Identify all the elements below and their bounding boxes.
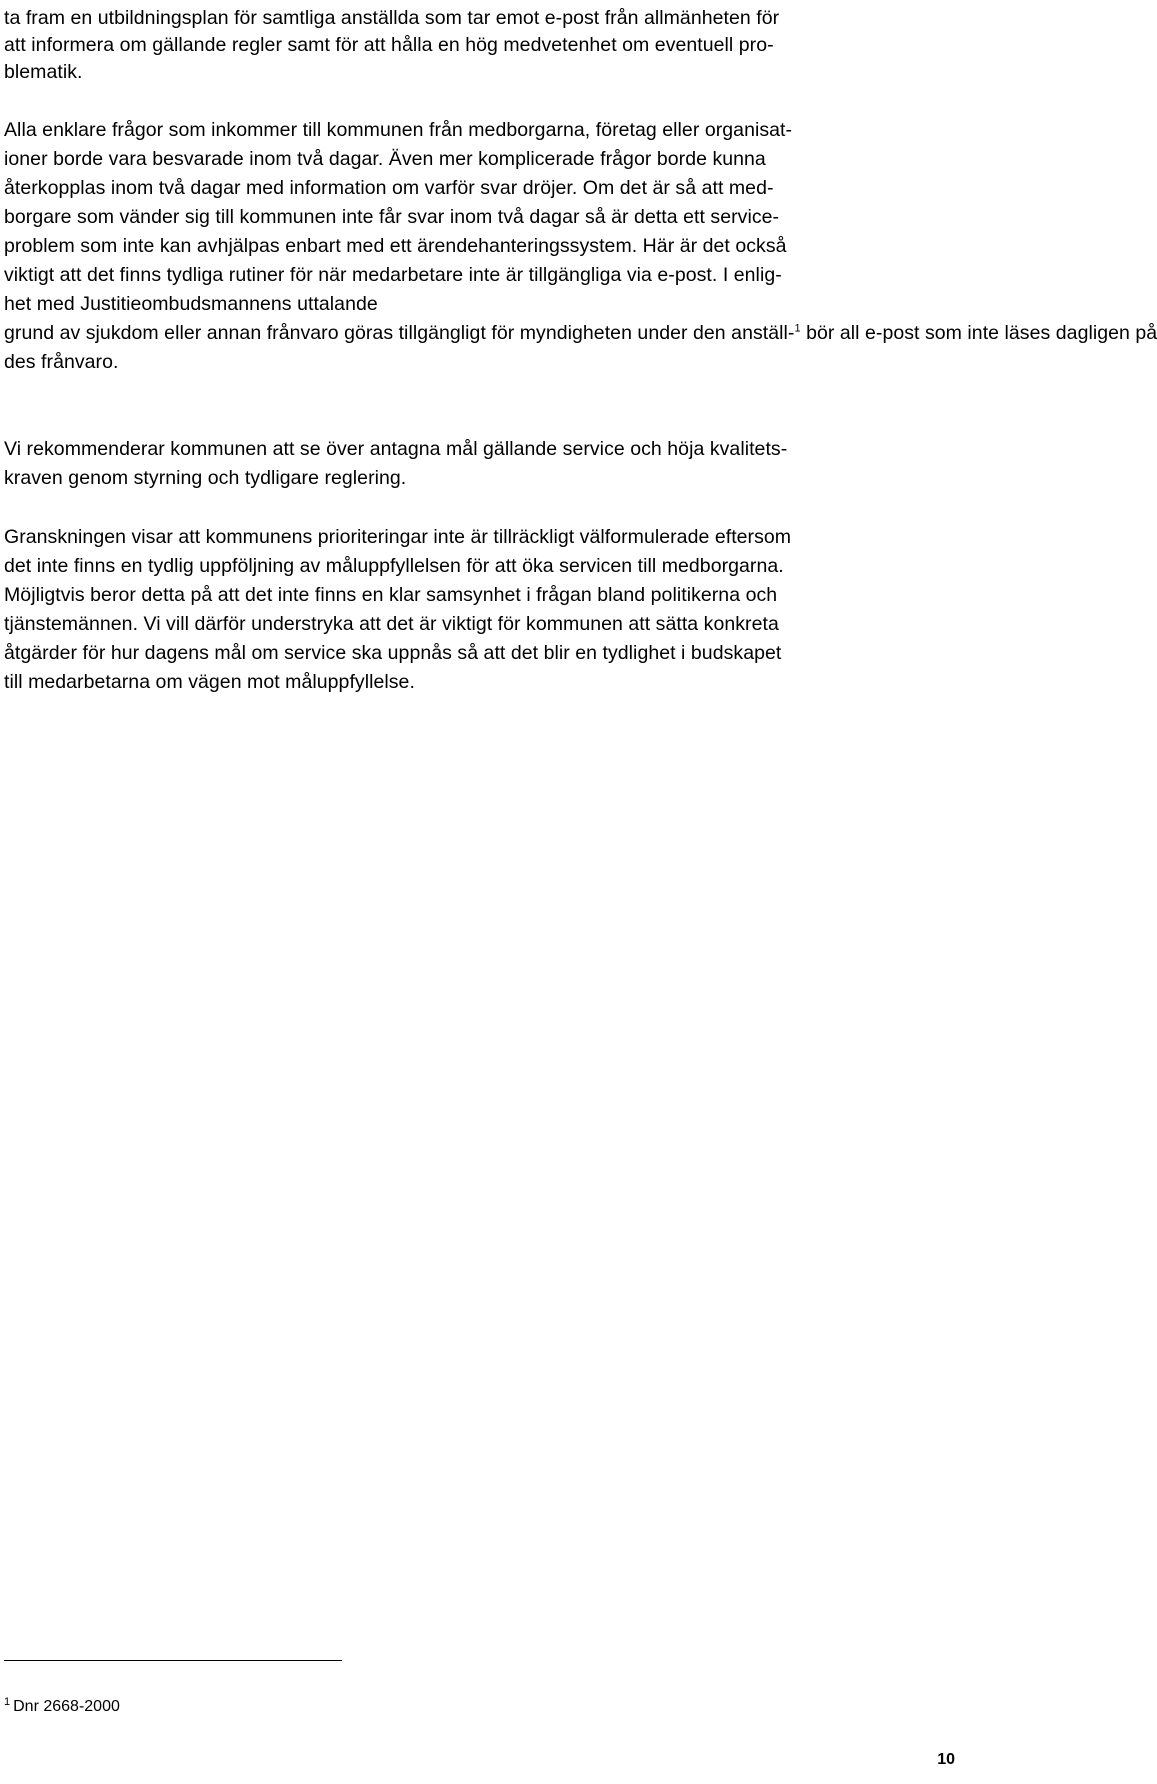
body-line: åtgärder för hur dagens mål om service ska uppnås så att det blir en tydlighet i budskapet [4,642,782,664]
body-line: blematik. [4,61,83,83]
body-line: borgare som vänder sig till kommunen inte får svar inom två dagar så är detta ett service- [4,206,780,228]
footnote-reference-mark: 1 [794,322,801,335]
body-line: Vi rekommenderar kommunen att se över antagna mål gällande service och höja kvalitets- [4,438,788,460]
body-line: Granskningen visar att kommunens prioriteringar inte är tillräckligt välformulerade eftersom [4,526,792,548]
body-line: återkopplas inom två dagar med information om varför svar dröjer. Om det är så att med- [4,177,774,199]
body-line: viktigt att det finns tydliga rutiner för när medarbetare inte är tillgängliga via e-post. I enlig- [4,264,782,286]
footnote-text: Dnr 2668-2000 [13,1698,120,1715]
body-line: Alla enklare frågor som inkommer till kommunen från medborgarna, företag eller organisat- [4,119,793,141]
body-line: ioner borde vara besvarade inom två dagar. Även mer komplicerade frågor borde kunna [4,148,766,170]
page-number: 10 [937,1751,955,1768]
body-line: att informera om gällande regler samt för att hålla en hög medvetenhet om eventuell pro- [4,34,774,56]
footnote-mark: 1 [4,1695,11,1708]
body-line: Möjligtvis beror detta på att det inte finns en klar samsynhet i frågan bland politikerna och [4,584,778,606]
body-line: het med Justitieombudsmannens uttalande [4,293,378,315]
body-line: des frånvaro. [4,351,119,373]
footnote-separator [4,1660,342,1661]
body-line: till medarbetarna om vägen mot måluppfyllelse. [4,671,415,693]
body-line: det inte finns en tydlig uppföljning av måluppfyllelsen för att öka servicen till medborgarna. [4,555,784,577]
body-line: kraven genom styrning och tydligare reglering. [4,467,407,489]
body-line-continuation: bör all e-post som inte läses dagligen på [800,322,1157,344]
body-line: ta fram en utbildningsplan för samtliga anställda som tar emot e-post från allmänheten för [4,7,780,29]
body-line: problem som inte kan avhjälpas enbart med ett ärendehanteringssystem. Här är det också [4,235,787,257]
body-line: grund av sjukdom eller annan frånvaro göras tillgängligt för myndigheten under den anställ-$^1$ bör all e-post som inte läses dagligen på [4,322,1157,344]
footnote [4,1697,120,1717]
body-line: tjänstemännen. Vi vill därför understryka att det är viktigt för kommunen att sätta konkreta [4,613,779,635]
